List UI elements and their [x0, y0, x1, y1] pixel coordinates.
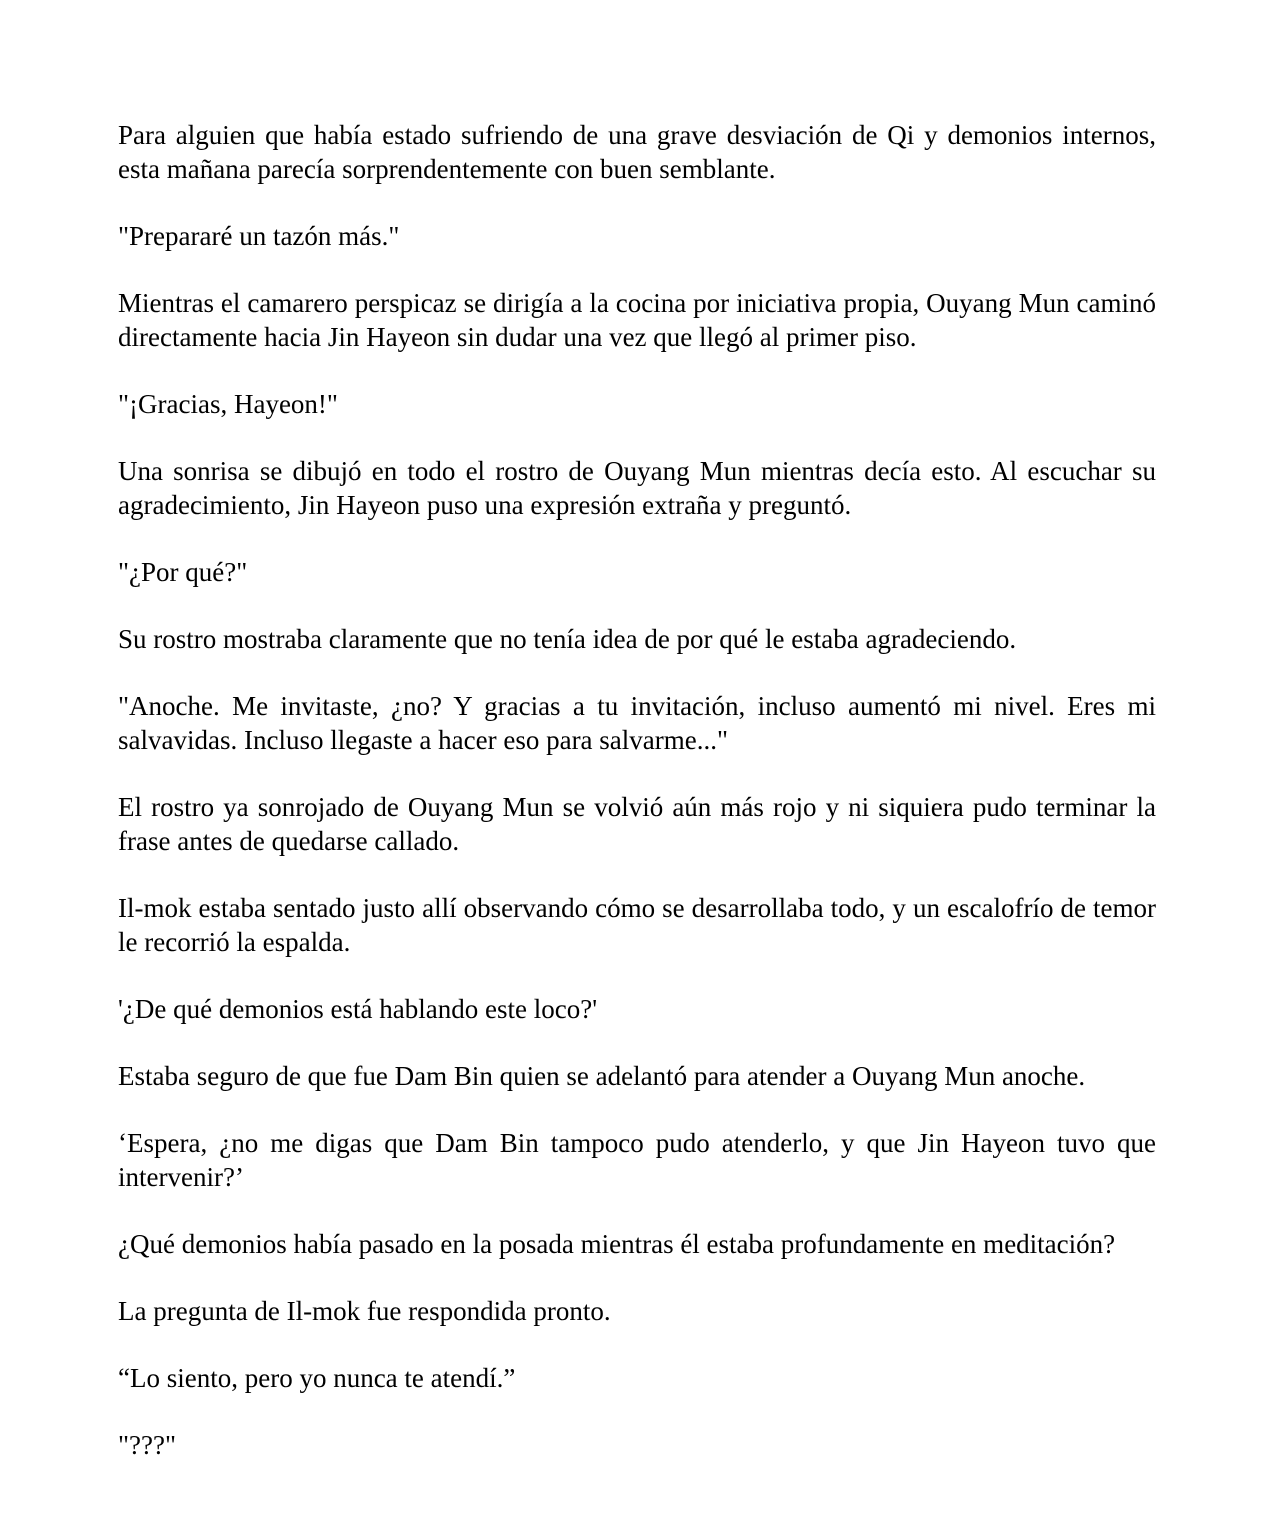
paragraph: Il-mok estaba sentado justo allí observando cómo se desarrollaba todo, y un escalofrío de temor le recorrió la espalda. — [118, 893, 1156, 957]
paragraph: Una sonrisa se dibujó en todo el rostro de Ouyang Mun mientras decía esto. Al escuchar su agradecimiento, Jin Hayeon puso una expresión extraña y preguntó. — [118, 456, 1156, 520]
paragraph: "Anoche. Me invitaste, ¿no? Y gracias a tu invitación, incluso aumentó mi nivel. Eres mi salvavidas. Incluso llegaste a hacer eso para salvarme..." — [118, 691, 1156, 755]
paragraph: "¡Gracias, Hayeon!" — [118, 389, 338, 419]
paragraph: “Lo siento, pero yo nunca te atendí.” — [118, 1363, 516, 1393]
paragraph: ¿Qué demonios había pasado en la posada mientras él estaba profundamente en meditación? — [118, 1229, 1116, 1259]
paragraph: "Prepararé un tazón más." — [118, 221, 400, 251]
paragraph: Estaba seguro de que fue Dam Bin quien se adelantó para atender a Ouyang Mun anoche. — [118, 1061, 1086, 1091]
paragraph: Para alguien que había estado sufriendo de una grave desviación de Qi y demonios internos, esta mañana parecía sorprendentemente con buen semblante. — [118, 120, 1156, 184]
document-body — [118, 118, 1156, 1495]
paragraph: Mientras el camarero perspicaz se dirigía a la cocina por iniciativa propia, Ouyang Mun caminó directamente hacia Jin Hayeon sin dudar una vez que llegó al primer piso. — [118, 288, 1156, 352]
paragraph: La pregunta de Il-mok fue respondida pronto. — [118, 1296, 611, 1326]
paragraph: El rostro ya sonrojado de Ouyang Mun se volvió aún más rojo y ni siquiera pudo terminar la frase antes de quedarse callado. — [118, 792, 1156, 856]
paragraph: Su rostro mostraba claramente que no tenía idea de por qué le estaba agradeciendo. — [118, 624, 1017, 654]
paragraph: "???" — [118, 1430, 176, 1460]
paragraph: ‘Espera, ¿no me digas que Dam Bin tampoco pudo atenderlo, y que Jin Hayeon tuvo que intervenir?’ — [118, 1128, 1156, 1192]
paragraph: "¿Por qué?" — [118, 557, 248, 587]
paragraph: '¿De qué demonios está hablando este loco?' — [118, 994, 598, 1024]
